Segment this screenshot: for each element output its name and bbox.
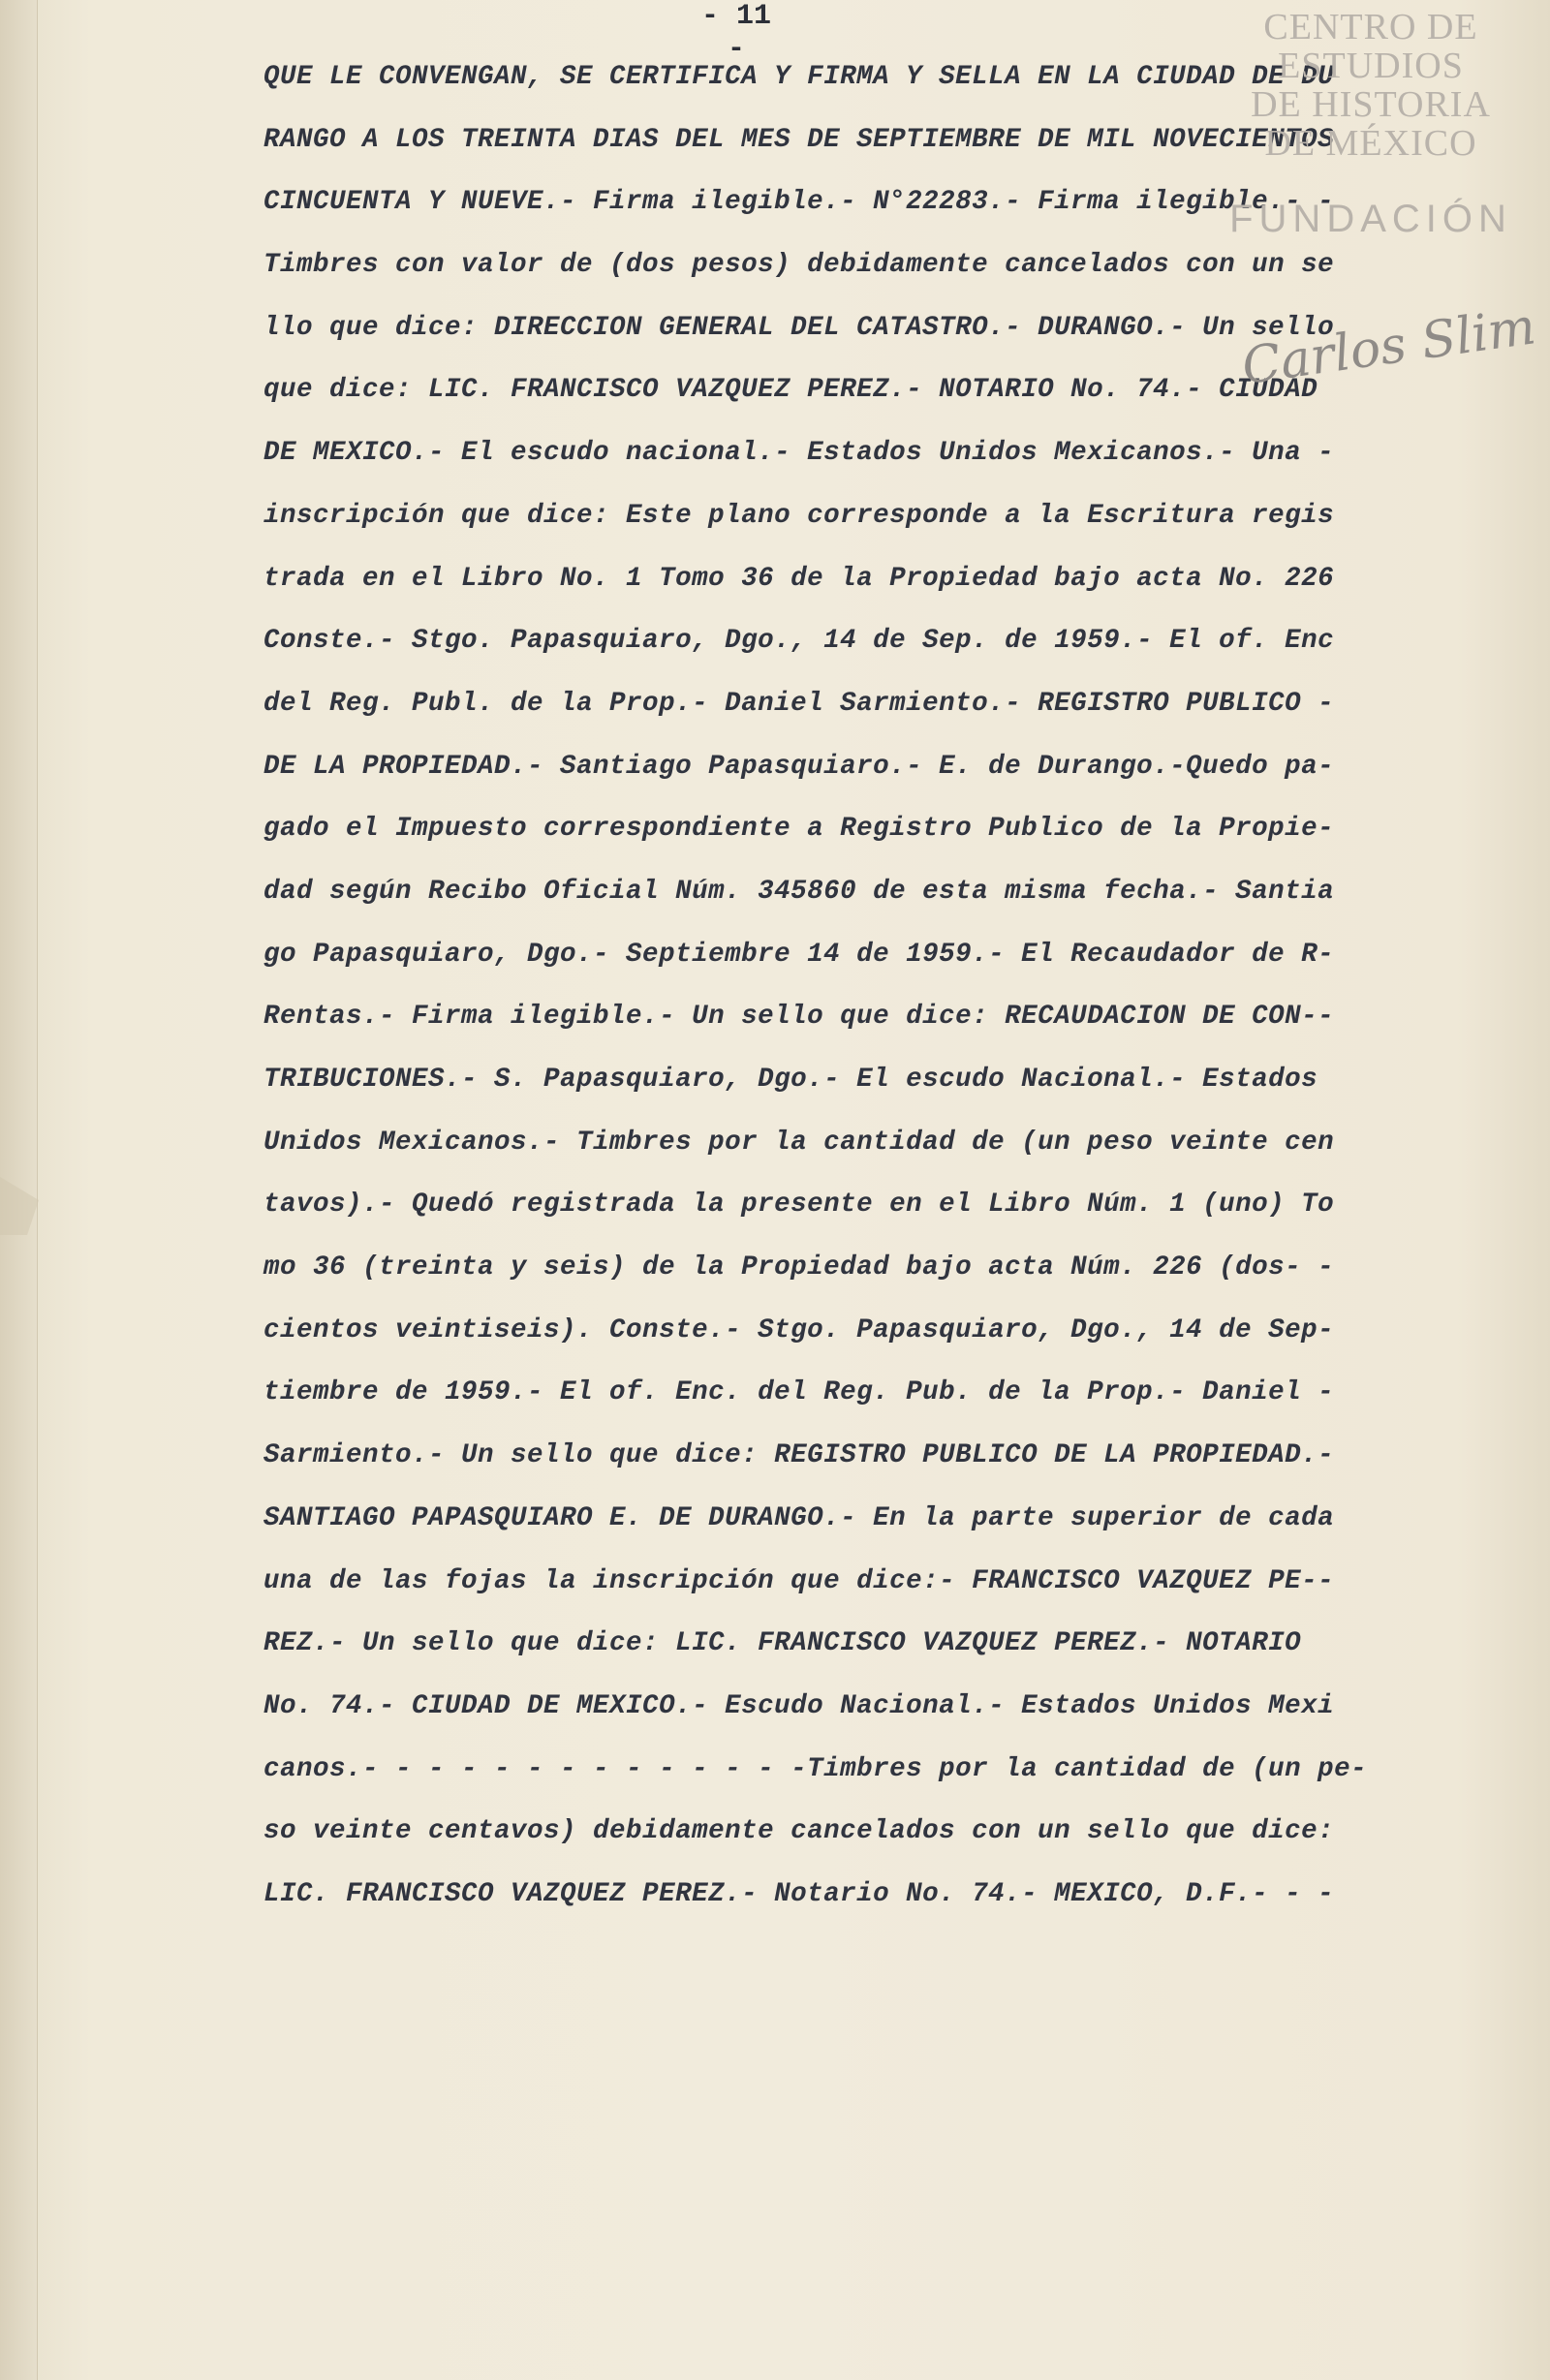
text-line: una de las fojas la inscripción que dice:- FRANCISCO VAZQUEZ PE-- bbox=[264, 1565, 1335, 1596]
text-line: No. 74.- CIUDAD DE MEXICO.- Escudo Nacional.- Estados Unidos Mexi bbox=[264, 1690, 1335, 1721]
text-line: inscripción que dice: Este plano corresponde a la Escritura regis bbox=[264, 500, 1335, 531]
text-line: cientos veintiseis). Conste.- Stgo. Papasquiaro, Dgo., 14 de Sep- bbox=[264, 1314, 1335, 1345]
text-line: DE MEXICO.- El escudo nacional.- Estados Unidos Mexicanos.- Una - bbox=[264, 438, 1335, 469]
text-line: del Reg. Publ. de la Prop.- Daniel Sarmiento.- REGISTRO PUBLICO - bbox=[264, 688, 1335, 719]
watermark-line: ESTUDIOS bbox=[1278, 46, 1464, 86]
text-line: canos.- - - - - - - - - - - - - -Timbres por la cantidad de (un pe- bbox=[264, 1753, 1368, 1784]
page-number: - 11 - bbox=[700, 0, 771, 66]
text-line: CINCUENTA Y NUEVE.- Firma ilegible.- N°22283.- Firma ilegible.- - bbox=[264, 187, 1335, 218]
text-line: REZ.- Un sello que dice: LIC. FRANCISCO VAZQUEZ PEREZ.- NOTARIO bbox=[264, 1628, 1302, 1659]
text-line: so veinte centavos) debidamente cancelados con un sello que dice: bbox=[264, 1816, 1335, 1847]
text-line: trada en el Libro No. 1 Tomo 36 de la Propiedad bajo acta No. 226 bbox=[264, 563, 1335, 594]
watermark-signature: Carlos Slim bbox=[1238, 297, 1539, 397]
watermark-line: DE MÉXICO bbox=[1264, 123, 1477, 164]
text-line: gado el Impuesto correspondiente a Registro Publico de la Propie- bbox=[264, 814, 1335, 845]
text-line: TRIBUCIONES.- S. Papasquiaro, Dgo.- El escudo Nacional.- Estados bbox=[264, 1065, 1318, 1095]
text-line: RANGO A LOS TREINTA DIAS DEL MES DE SEPTIEMBRE DE MIL NOVECIENTOS bbox=[264, 124, 1335, 155]
text-line: Sarmiento.- Un sello que dice: REGISTRO PUBLICO DE LA PROPIEDAD.- bbox=[264, 1440, 1335, 1471]
text-line: Unidos Mexicanos.- Timbres por la cantidad de (un peso veinte cen bbox=[264, 1127, 1335, 1158]
text-line: QUE LE CONVENGAN, SE CERTIFICA Y FIRMA Y SELLA EN LA CIUDAD DE DU bbox=[264, 62, 1335, 92]
archive-watermark bbox=[1211, 7, 1539, 397]
text-line: tiembre de 1959.- El of. Enc. del Reg. Pub. de la Prop.- Daniel - bbox=[264, 1377, 1335, 1408]
text-line: Timbres con valor de (dos pesos) debidamente cancelados con un se bbox=[264, 250, 1335, 281]
text-line: tavos).- Quedó registrada la presente en el Libro Núm. 1 (uno) To bbox=[264, 1190, 1335, 1221]
text-line: mo 36 (treinta y seis) de la Propiedad bajo acta Núm. 226 (dos- - bbox=[264, 1252, 1335, 1283]
watermark-foundation: FUNDACIÓN bbox=[1229, 198, 1512, 240]
watermark-line: DE HISTORIA bbox=[1251, 84, 1491, 125]
text-line: go Papasquiaro, Dgo.- Septiembre 14 de 1959.- El Recaudador de R- bbox=[264, 939, 1335, 970]
text-line: que dice: LIC. FRANCISCO VAZQUEZ PEREZ.- NOTARIO No. 74.- CIUDAD bbox=[264, 375, 1318, 406]
text-line: Rentas.- Firma ilegible.- Un sello que dice: RECAUDACION DE CON-- bbox=[264, 1002, 1335, 1033]
watermark-line: CENTRO DE bbox=[1263, 7, 1478, 47]
text-line: llo que dice: DIRECCION GENERAL DEL CATASTRO.- DURANGO.- Un sello bbox=[264, 312, 1335, 343]
text-line: SANTIAGO PAPASQUIARO E. DE DURANGO.- En la parte superior de cada bbox=[264, 1502, 1335, 1533]
text-line: dad según Recibo Oficial Núm. 345860 de esta misma fecha.- Santia bbox=[264, 876, 1335, 907]
text-line: LIC. FRANCISCO VAZQUEZ PEREZ.- Notario No. 74.- MEXICO, D.F.- - - bbox=[264, 1878, 1335, 1909]
text-line: DE LA PROPIEDAD.- Santiago Papasquiaro.- E. de Durango.-Quedo pa- bbox=[264, 751, 1335, 782]
text-line: Conste.- Stgo. Papasquiaro, Dgo., 14 de Sep. de 1959.- El of. Enc bbox=[264, 626, 1335, 657]
